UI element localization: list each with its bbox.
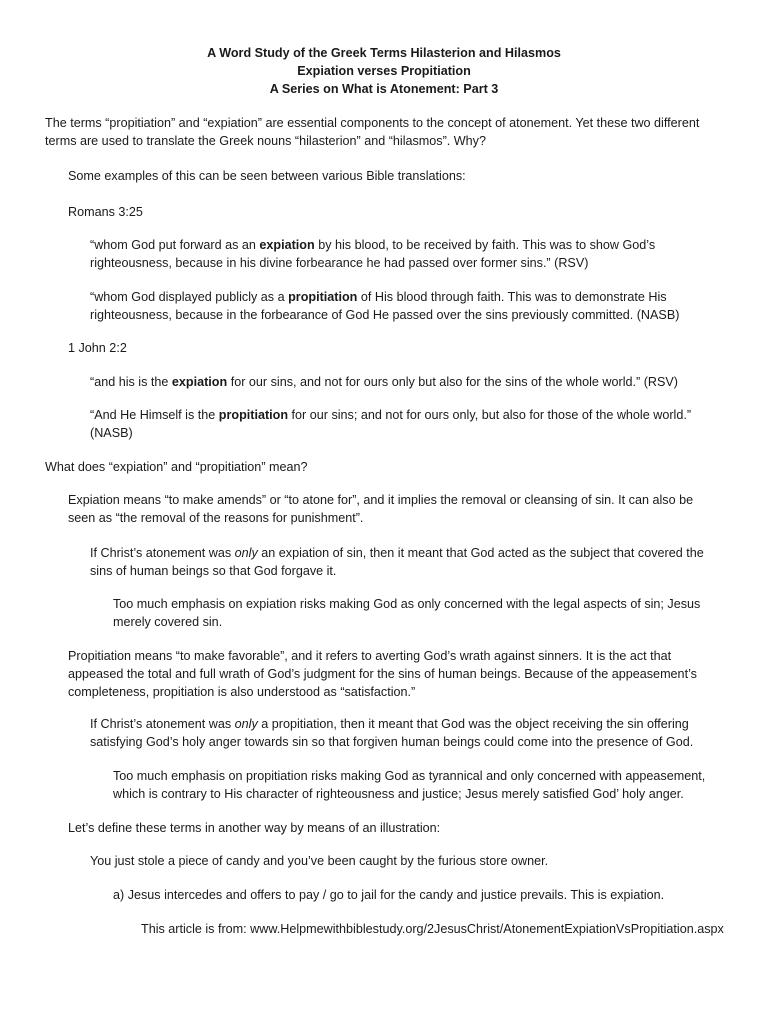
romans-rsv-quote: “whom God put forward as an expiation by his blood, to be received by faith. This was to show God’s righteousness, because in his divine forbearance he had passed over former sins.” (RSV) xyxy=(90,238,656,270)
propitiation-only-paragraph: If Christ’s atonement was only a propitiation, then it meant that God was the object receiving the sin offering satisfying God’s holy anger towards sin so that forgiven human beings could come into the presence of God. xyxy=(90,717,694,749)
expiation-definition: Expiation means “to make amends” or “to atone for”, and it implies the removal or cleansing of sin. It can also be seen as “the removal of the reasons for punishment”. xyxy=(68,493,694,525)
john-nasb-quote: “And He Himself is the propitiation for our sins; and not for ours only, but also for those of the whole world.” (NASB) xyxy=(90,408,692,440)
illustration-scenario: You just stole a piece of candy and you’ve been caught by the furious store owner. xyxy=(90,854,549,868)
subtitle: Expiation verses Propitiation xyxy=(297,64,471,78)
examples-intro: Some examples of this can be seen between various Bible translations: xyxy=(68,169,466,183)
romans-nasb-quote: “whom God displayed publicly as a propitiation of His blood through faith. This was to demonstrate His righteousness, because in the forbearance of God He passed over the sins previously committed. (NASB) xyxy=(90,290,680,322)
expiation-emphasis-note: Too much emphasis on expiation risks making God as only concerned with the legal aspects of sin; Jesus merely covered sin. xyxy=(113,597,701,629)
illustration-option-a: a) Jesus intercedes and offers to pay / go to jail for the candy and justice prevails. This is expiation. xyxy=(113,888,665,902)
romans-reference: Romans 3:25 xyxy=(68,205,143,219)
series-title: A Series on What is Atonement: Part 3 xyxy=(269,82,499,96)
main-title: A Word Study of the Greek Terms Hilasterion and Hilasmos xyxy=(207,46,561,60)
propitiation-emphasis-note: Too much emphasis on propitiation risks making God as tyrannical and only concerned with appeasement, which is contrary to His character of righteousness and justice; Jesus merely satisfied God’ holy anger. xyxy=(113,769,706,801)
john-rsv-quote: “and his is the expiation for our sins, and not for ours only but also for the sins of the whole world.” (RSV) xyxy=(90,375,678,389)
illustration-intro: Let’s define these terms in another way by means of an illustration: xyxy=(68,821,441,835)
intro-paragraph: The terms “propitiation” and “expiation” are essential components to the concept of atonement. Yet these two different terms are used to translate the Greek nouns “hilasterion” and “hilasmos”. Why? xyxy=(45,116,700,148)
document-heading xyxy=(0,44,768,98)
john-reference: 1 John 2:2 xyxy=(68,341,127,355)
expiation-only-paragraph: If Christ’s atonement was only an expiation of sin, then it meant that God acted as the subject that covered the sins of human beings so that God forgave it. xyxy=(90,546,704,578)
propitiation-definition: Propitiation means “to make favorable”, and it refers to averting God’s wrath against sinners. It is the act that appeased the total and full wrath of God’s judgment for the sins of human beings. Because of the appeasement’s completeness, propitiation is also understood as “satisfaction.” xyxy=(68,649,697,699)
source-footer: This article is from: www.Helpmewithbiblestudy.org/2JesusChrist/AtonementExpiationVsPropitiation.aspx xyxy=(141,922,724,936)
meaning-question: What does “expiation” and “propitiation” mean? xyxy=(45,460,308,474)
